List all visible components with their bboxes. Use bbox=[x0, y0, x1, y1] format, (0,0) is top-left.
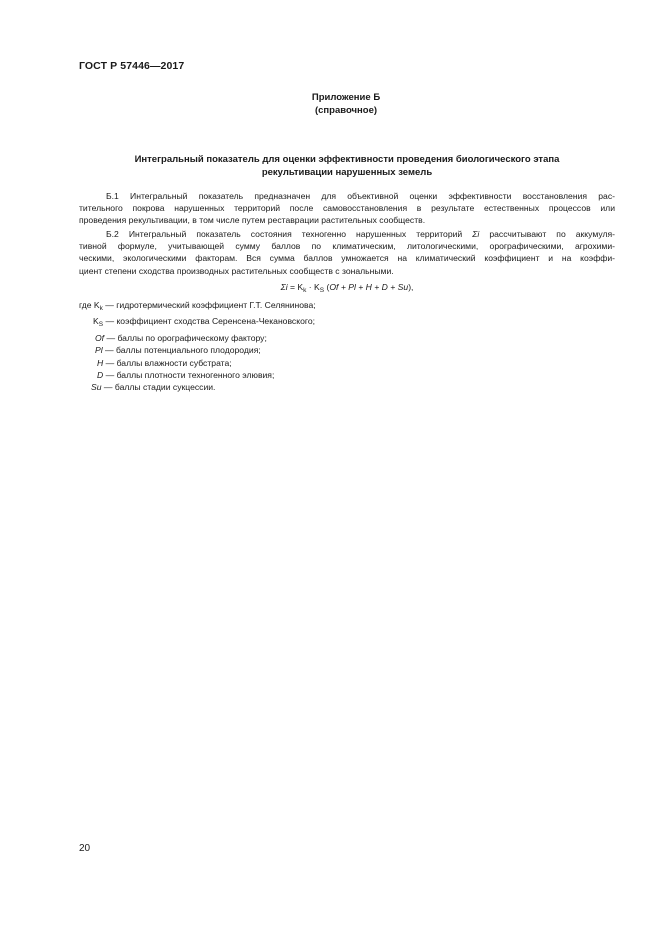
definition-kk bbox=[79, 299, 316, 315]
formula-close: ), bbox=[408, 282, 414, 292]
definition-kk-prefix: где K bbox=[79, 300, 100, 310]
definition-of bbox=[79, 332, 316, 344]
definition-ks-text: — коэффициент сходства Серенсена-Чекановского; bbox=[103, 316, 315, 327]
section-title bbox=[79, 154, 615, 179]
paragraph-b2-line-1-b: рассчитывают по аккумуля- bbox=[479, 229, 615, 239]
formula-dot: · K bbox=[306, 282, 320, 292]
formula-s-subscript: S bbox=[319, 287, 325, 294]
definition-ks-subscript: S bbox=[98, 321, 104, 329]
appendix-title: Приложение Б bbox=[311, 92, 381, 103]
definition-h-text: — баллы влажности субстрата; bbox=[103, 357, 232, 368]
paragraph-b2-line-3: ческими, экологическими факторам. Вся сумма баллов умножается на климатический коэффициент и на коэффи- bbox=[79, 253, 615, 264]
definition-of-text: — баллы по орографическому фактору; bbox=[104, 332, 267, 343]
paragraph-b2-line-1-a: Б.2 Интегральный показатель состояния техногенно нарушенных территорий bbox=[106, 229, 473, 239]
paragraph-b1-line-2: тительного покрова нарушенных территорий после самовосстановления в результате естественных процессов или bbox=[79, 203, 615, 214]
definition-ks bbox=[79, 315, 316, 331]
definition-d-text: — баллы плотности техногенного элювия; bbox=[103, 370, 275, 381]
definition-kk-text: — гидротермический коэффициент Г.Т. Селянинова; bbox=[102, 300, 316, 310]
definition-d-symbol: D bbox=[97, 370, 104, 381]
section-title-line-2: рекультивации нарушенных земель bbox=[261, 166, 433, 178]
document-code: ГОСТ Р 57446—2017 bbox=[79, 60, 185, 72]
appendix-heading bbox=[230, 91, 462, 117]
paragraph-b2-line-2: тивной формуле, учитывающей сумму баллов по климатическим, литологическими, орографическими, агрохими- bbox=[79, 241, 615, 252]
formula bbox=[79, 282, 615, 294]
section-title-line-1: Интегральный показатель для оценки эффективности проведения биологического этапа bbox=[134, 154, 560, 165]
definition-d bbox=[79, 369, 316, 381]
variable-definitions bbox=[79, 299, 316, 394]
definition-kk-subscript: k bbox=[99, 305, 103, 312]
definition-pl bbox=[79, 344, 316, 356]
definition-h-symbol: H bbox=[97, 357, 104, 368]
paragraph-b2-line-1 bbox=[79, 228, 615, 240]
definition-pl-symbol: Pl bbox=[95, 345, 103, 356]
definition-su-symbol: Su bbox=[91, 382, 102, 393]
formula-terms: Of + Pl + H + D + Su bbox=[329, 282, 409, 292]
paragraph-b2-line-4: циент степени сходства производных растительных сообществ с зональными. bbox=[79, 265, 394, 276]
page-number: 20 bbox=[79, 843, 91, 854]
paragraph-b1 bbox=[79, 190, 615, 227]
formula-k-subscript: k bbox=[303, 287, 307, 294]
formula-open: ( bbox=[324, 282, 330, 292]
paragraph-b2 bbox=[79, 228, 615, 277]
definition-ks-symbol: K bbox=[93, 316, 99, 327]
definition-pl-text: — баллы потенциального плодородия; bbox=[102, 345, 261, 356]
paragraph-b1-line-3: проведения рекультивации, в том числе путем реставрации растительных сообществ. bbox=[79, 215, 426, 226]
formula-lhs: Σi bbox=[280, 282, 288, 292]
definition-su bbox=[79, 381, 316, 393]
paragraph-b1-line-1: Б.1 Интегральный показатель предназначен для объективной оценки эффективности восстановления рас- bbox=[106, 191, 615, 201]
appendix-subtitle: (справочное) bbox=[314, 105, 378, 116]
formula-eq: = K bbox=[287, 282, 304, 292]
definition-su-text: — баллы стадии сукцессии. bbox=[101, 382, 216, 393]
definition-h bbox=[79, 357, 316, 369]
definition-of-symbol: Of bbox=[95, 332, 105, 343]
sum-symbol: Σi bbox=[472, 229, 480, 239]
